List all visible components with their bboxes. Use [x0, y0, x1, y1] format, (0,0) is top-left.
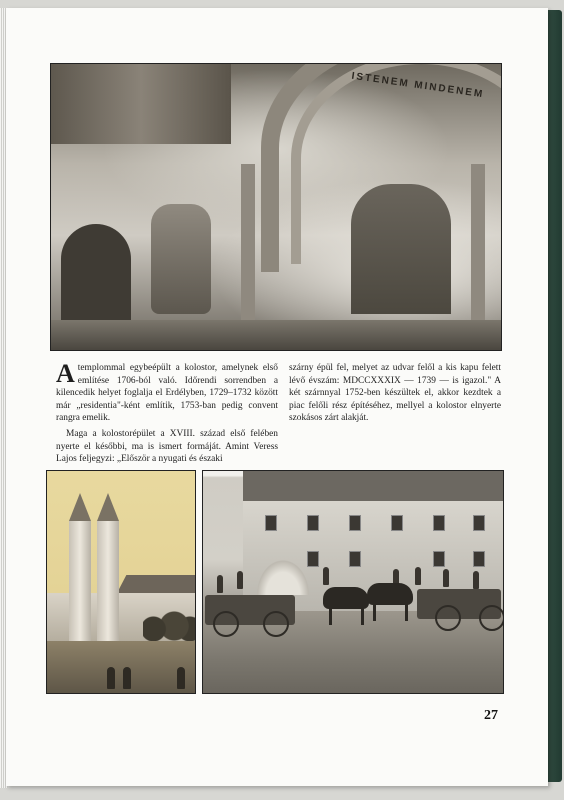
market-square-photo — [202, 470, 504, 694]
tower-spire — [97, 493, 119, 521]
window — [265, 515, 277, 531]
person — [217, 575, 223, 593]
horse-leg — [329, 605, 332, 625]
paragraph: szárny épül fel, melyet az udvar felől a kis kapu felett lévő évszám: MDCCXXXIX — 1739 — is igazol." A két szárnnyal 1752-ben készültek el, akkor kezdtek a piac felőli rész építéséhez, mellyel a kolostor elnyerte szokásos zárt alakját. — [289, 363, 501, 424]
window — [349, 515, 361, 531]
church-roof — [117, 575, 195, 593]
pulpit — [151, 204, 211, 314]
trees — [143, 611, 195, 641]
wagon-wheel — [435, 605, 461, 631]
person — [323, 567, 329, 585]
window — [433, 515, 445, 531]
page-number: 27 — [484, 708, 498, 723]
paragraph: Maga a kolostorépület a XVIII. század első felében nyerte el későbbi, ma is ismert formáját. Amint Veress Lajos feljegyzi: „Először a nyugati és északi — [56, 428, 278, 465]
book-page — [6, 8, 548, 786]
horse-leg — [361, 605, 364, 625]
person — [177, 667, 185, 689]
window — [473, 551, 485, 567]
wagon-canopy — [253, 555, 313, 595]
church-tower — [69, 521, 91, 641]
vault-inscription: ISTENEM MINDENEM — [350, 70, 485, 101]
twin-tower-church-photo — [46, 470, 196, 694]
person — [107, 667, 115, 689]
horse-leg — [405, 601, 408, 621]
window — [433, 551, 445, 567]
ceiling-fresco — [51, 64, 231, 144]
building-roof — [243, 471, 503, 501]
text-column-left — [56, 359, 278, 469]
square-ground — [47, 641, 195, 693]
church-tower — [97, 521, 119, 641]
person — [415, 567, 421, 585]
nave-floor — [51, 320, 501, 350]
tower-spire — [69, 493, 91, 521]
person — [123, 667, 131, 689]
paragraph-text: templommal egybeépült a kolostor, amelynek első említése 1706-ból való. Időrendi sorrendben a kilencedik helyet foglalja el Erdélyben, 1729–1732 között már „residentia"-ként említik, 1753-ban pedig convent rangra emelik. — [56, 363, 278, 424]
paragraph — [56, 359, 278, 425]
main-altar — [351, 184, 451, 314]
horse-leg — [373, 601, 376, 621]
window — [307, 515, 319, 531]
drop-cap: A — [56, 359, 75, 388]
window — [473, 515, 485, 531]
window — [349, 551, 361, 567]
person — [473, 571, 479, 589]
text-column-right — [289, 362, 501, 428]
person — [237, 571, 243, 589]
church-interior-photo — [50, 63, 502, 351]
wagon-wheel — [263, 611, 289, 637]
person — [443, 569, 449, 587]
wagon-wheel — [213, 611, 239, 637]
window — [391, 515, 403, 531]
wagon-wheel — [479, 605, 504, 631]
